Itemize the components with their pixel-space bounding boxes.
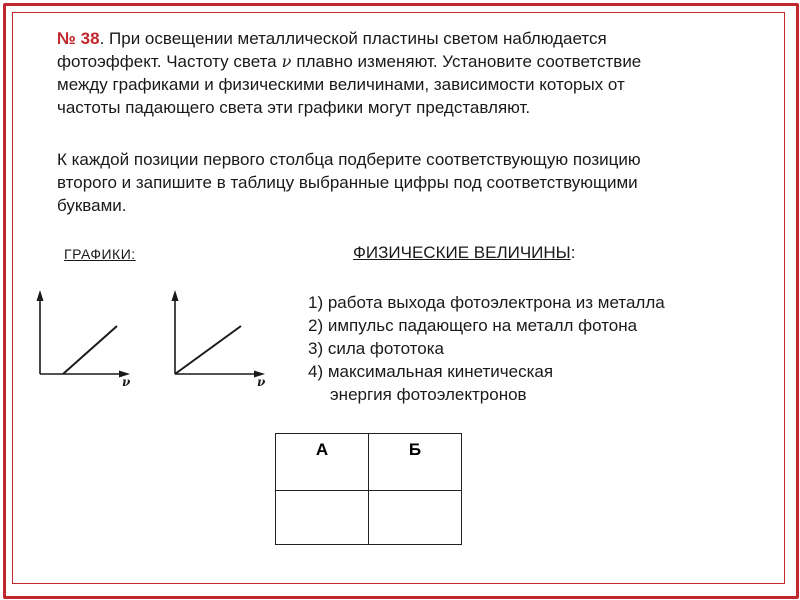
- nu-symbol: ν: [281, 52, 292, 71]
- graph-b: [166, 288, 276, 393]
- statement-line-1: [57, 27, 757, 50]
- answer-table-header-row: [276, 434, 462, 491]
- quantities-heading: [353, 243, 575, 263]
- graph-a-line: [63, 326, 117, 374]
- answer-table: [275, 433, 462, 545]
- graph-b-line: [175, 326, 241, 374]
- instruction-line-1: К каждой позиции первого столбца подберите соответствующую позицию: [57, 150, 641, 169]
- statement-text-2b: плавно изменяют. Установите соответствие: [296, 52, 642, 71]
- quantities-heading-colon: :: [570, 243, 576, 262]
- graph-b-y-arrow: [172, 290, 179, 301]
- statement-line-4: частоты падающего света эти графики могут представляют.: [57, 98, 531, 117]
- statement-line-3: между графиками и физическими величинами, зависимости которых от: [57, 75, 625, 94]
- answer-cell-b[interactable]: [369, 491, 462, 545]
- graphs-heading: ГРАФИКИ:: [64, 246, 136, 262]
- instruction-line-2: второго и запишите в таблицу выбранные цифры под соответствующими: [57, 173, 638, 192]
- instruction-line-3: буквами.: [57, 196, 127, 215]
- quantity-item-3: 3) сила фототока: [308, 339, 444, 358]
- quantities-list: [308, 291, 778, 406]
- graph-a-y-arrow: [37, 290, 44, 301]
- graph-a: [30, 288, 140, 393]
- answer-header-b: Б: [369, 434, 462, 491]
- quantity-item-4: 4) максимальная кинетическая: [308, 362, 554, 381]
- quantity-item-2: 2) импульс падающего на металл фотона: [308, 316, 638, 335]
- statement-line-2: [57, 50, 757, 73]
- answer-cell-a[interactable]: [276, 491, 369, 545]
- problem-number: № 38: [57, 29, 100, 48]
- statement-text-2a: фотоэффект. Частоту света: [57, 52, 277, 71]
- graph-a-axis-label: ν: [122, 375, 131, 389]
- answer-header-a: А: [276, 434, 369, 491]
- statement-text-1: . При освещении металлической пластины светом наблюдается: [99, 29, 607, 48]
- quantities-heading-text: ФИЗИЧЕСКИЕ ВЕЛИЧИНЫ: [353, 243, 571, 262]
- answer-table-input-row: [276, 491, 462, 545]
- quantity-item-4-continued: энергия фотоэлектронов: [330, 385, 527, 404]
- instruction: [57, 148, 757, 217]
- quantity-item-1: 1) работа выхода фотоэлектрона из металла: [308, 293, 665, 312]
- graph-b-axis-label: ν: [257, 375, 266, 389]
- problem-statement: [57, 27, 757, 119]
